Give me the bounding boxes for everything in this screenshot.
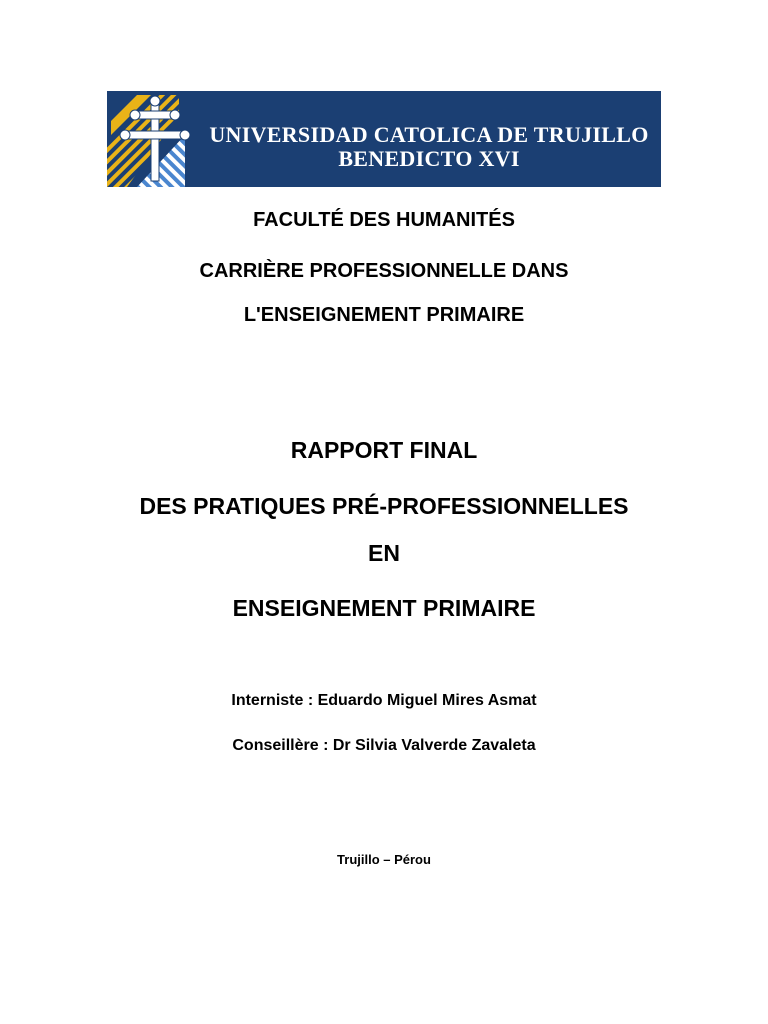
report-subtitle-line2: EN [368,540,400,566]
patriarchal-cross-icon [107,91,197,187]
faculty-title: FACULTÉ DES HUMANITÉS [253,209,515,231]
location: Trujillo – Pérou [337,852,431,867]
report-subtitle-line3: ENSEIGNEMENT PRIMAIRE [232,595,536,621]
university-name-line1: UNIVERSIDAD CATOLICA DE TRUJILLO [209,122,649,147]
career-title-line2: L'ENSEIGNEMENT PRIMAIRE [243,304,525,326]
university-banner [107,91,661,187]
university-name [207,123,651,171]
report-subtitle-line1: DES PRATIQUES PRÉ-PROFESSIONNELLES [139,493,629,519]
intern-name: Interniste : Eduardo Miguel Mires Asmat [231,692,537,709]
university-name-line2: BENEDICTO XVI [338,146,520,171]
report-title: RAPPORT FINAL [290,437,478,463]
advisor-name: Conseillère : Dr Silvia Valverde Zavaleta [232,737,536,754]
career-title-line1: CARRIÈRE PROFESSIONNELLE DANS [199,260,569,282]
